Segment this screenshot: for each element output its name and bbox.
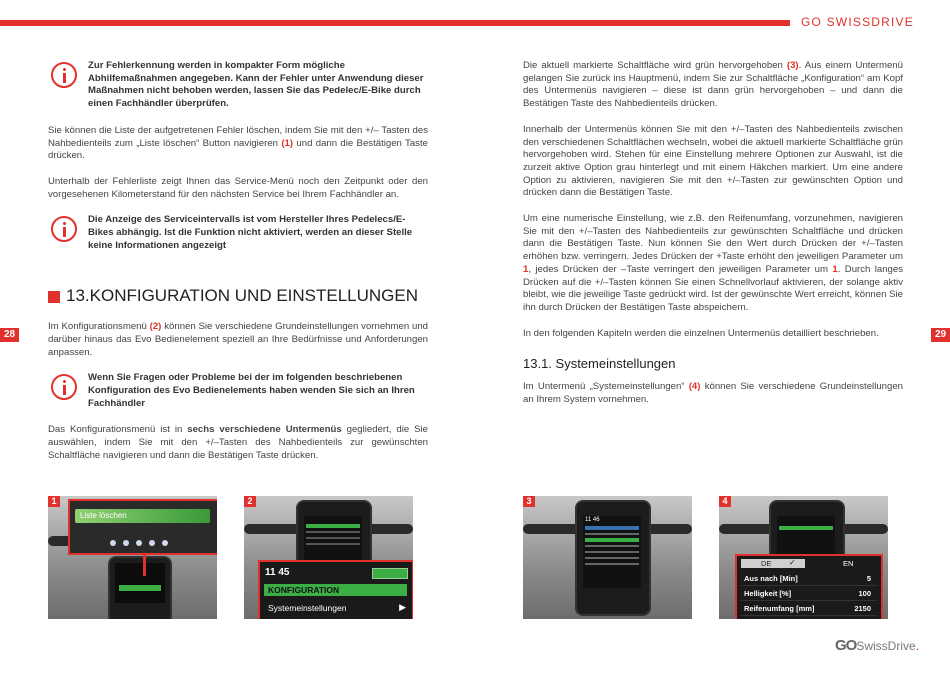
note-text: Wenn Sie Fragen oder Probleme bei der im folgenden beschriebenen Konfiguration des Evo Bedienelements haben wenden Sie sich an Ihren Fachhändler <box>88 372 415 409</box>
ref-2: (2) <box>149 321 162 333</box>
setting-row <box>741 571 877 586</box>
menu-item-systemeinstellungen: Systemeinstellungen <box>268 603 347 613</box>
paragraph <box>48 321 428 359</box>
ref-minus: 1 <box>832 263 838 275</box>
ref-3: (3) <box>786 60 799 71</box>
setting-row <box>741 586 877 601</box>
photo-1 <box>48 496 217 619</box>
lang-option-de: DE <box>761 559 772 568</box>
text: gegliedert, die Sie auswählen, indem Sie mit den +/–Tasten des Nahbedienteils zur gewünschten Schaltfläche navigieren und dann die Bestätigen Taste drücken. <box>48 424 428 461</box>
screen-time: 11 46 <box>585 517 600 523</box>
settings-rows <box>741 571 877 616</box>
top-accent-bar-right <box>475 20 790 26</box>
info-note-2 <box>48 214 428 252</box>
paragraph <box>48 424 428 462</box>
section-heading <box>48 286 428 306</box>
ref-plus: 1 <box>523 263 529 275</box>
paragraph <box>523 213 903 315</box>
left-column <box>48 60 428 475</box>
setting-value: 5 <box>866 574 871 583</box>
heading-square-icon <box>48 291 60 303</box>
paragraph <box>523 381 903 406</box>
info-icon <box>51 374 77 400</box>
text: Um eine numerische Einstellung, wie z.B. den Reifenumfang, vorzunehmen, navigieren Sie mit den +/–Tasten des Nahbedienteils zur gewünschten Schaltfläche und drücken dann die Bestätigen Taste. Nun können Sie den Wert durch Drücken der +/–Tasten erhöhen bzw. verringern. Jedes Drücken der +Taste erhöht den jeweiligen Parameter um <box>523 213 903 263</box>
checkmark-icon: ✓ <box>789 558 796 567</box>
menu-item-konfiguration: KONFIGURATION <box>268 585 340 595</box>
photo-number: 2 <box>244 496 256 507</box>
text: können Sie verschiedene Grundeinstellungen an Ihrem System vornehmen. <box>523 381 904 405</box>
photo-4 <box>719 496 888 619</box>
text: . Durch langes Drücken auf die +/–Tasten können Sie einen Schnellvorlauf aktivieren, der solange aktiv bleibt, wie die jeweilige Taste gedrückt wird. Ist der gewünschte Wert erreicht, können Sie ihn durch Drücken der Bestätigen Taste abspeichern. <box>523 263 904 313</box>
callout-label: Liste löschen <box>80 511 127 520</box>
text: Das Konfigurationsmenü ist in <box>48 424 188 436</box>
page-number-left: 28 <box>0 328 19 342</box>
setting-label: Aus nach [Min] <box>744 574 798 583</box>
info-icon <box>51 216 77 242</box>
text: Im Konfigurationsmenü <box>48 321 150 333</box>
paragraph: In den folgenden Kapiteln werden die einzelnen Untermenüs detailliert beschrieben. <box>523 327 879 339</box>
setting-label: Helligkeit [%] <box>744 589 792 598</box>
screen-time: 11 45 <box>265 567 290 578</box>
setting-value: 2150 <box>854 604 871 613</box>
photo-number: 1 <box>48 496 60 507</box>
right-column <box>523 60 903 419</box>
text: . Aus einem Untermenü gelangen Sie zurück ins Hauptmenü, indem Sie zur Schaltfläche „Konfiguration“ am Kopf des Untermenüs navigieren – diese ist dann grün hervorgehoben – und dann die Bestätigen Taste des Nahbedienteils drücken. <box>523 60 903 110</box>
bold-text: sechs verschiedene Untermenüs <box>187 424 342 436</box>
logo-mark: GO <box>835 637 857 654</box>
paragraph: Unterhalb der Fehlerliste zeigt Ihnen das Service-Menü noch den Zeitpunkt oder den vorgesehenen Kilometerstand für den nächsten Service bei Ihrem Fachhändler an. <box>48 175 428 200</box>
setting-row <box>741 601 877 616</box>
setting-label: Reifenumfang [mm] <box>744 604 815 613</box>
setting-value: 100 <box>858 589 871 598</box>
paragraph <box>523 60 903 111</box>
photo-number: 4 <box>719 496 731 507</box>
info-note-3 <box>48 372 428 410</box>
chevron-right-icon: ▶ <box>399 602 406 612</box>
header-brand: GO SWISSDRIVE <box>801 15 914 29</box>
ref-4: (4) <box>688 381 701 393</box>
text: Im Untermenü „Systemeinstellungen“ <box>523 381 689 393</box>
subsection-heading: 13.1. Systemeinstellungen <box>523 356 676 372</box>
photo-2 <box>244 496 413 619</box>
logo-text: SwissDrive <box>856 639 916 653</box>
paragraph <box>48 125 428 163</box>
footer-logo: GOSwissDrive. <box>835 637 920 654</box>
text: Sie können die Liste der aufgetretenen Fehler löschen, indem Sie mit den +/– Tasten des Nahbedienteils zum „Liste löschen“ Button navigieren <box>48 124 428 149</box>
text: Die aktuell markierte Schaltfläche wird grün hervorgehoben <box>523 60 787 71</box>
photo-number: 3 <box>523 496 535 507</box>
text: und dann die Bestätigen Taste drücken. <box>48 137 428 162</box>
text: , jedes Drücken der –Taste verringert den jeweiligen Parameter um <box>528 263 833 275</box>
ref-1: (1) <box>281 137 294 149</box>
note-text: Die Anzeige des Serviceintervalls ist vom Hersteller Ihres Pedelecs/E-Bikes abhängig. Ist die Funktion nicht aktiviert, werden an dieser Stelle keine Informationen angezeigt <box>88 214 413 251</box>
paragraph: Innerhalb der Untermenüs können Sie mit den +/–Tasten des Nahbedienteils zwischen den verschiedenen Schaltflächen wechseln, wobei die aktuell markierte Schaltfläche grün hervorgehoben wird. Stehen für eine Einstellung mehrere Optionen zur Auswahl, ist die zurzeit aktive Option grau hinterlegt und mit einem Häkchen markiert. Um eine andere Option zu aktivieren, navigieren Sie mit den +/–Tasten zur gewünschten Option und drücken dann die Bestätigen Taste. <box>523 123 903 199</box>
info-icon <box>51 62 77 88</box>
heading-text: 13.KONFIGURATION UND EINSTELLUNGEN <box>66 286 419 306</box>
page-number-right: 29 <box>931 328 950 342</box>
photo-3 <box>523 496 692 619</box>
text: können Sie verschiedene Grundeinstellungen vornehmen und darüber hinaus das Evo Bedienelement speziell an Ihre Bedürfnisse und Anforderungen anpassen. <box>48 321 428 358</box>
info-note-1 <box>48 60 428 111</box>
note-text: Zur Fehlerkennung werden in kompakter Form mögliche Abhilfemaßnahmen angegeben. Kann der Fehler unter Anwendung dieser Maßnahmen nicht behoben werden, lassen Sie das Pedelec/E-Bike durch einen Fachhändler überprüfen. <box>88 60 424 110</box>
top-accent-bar-left <box>0 20 475 26</box>
lang-option-en: EN <box>843 559 854 568</box>
